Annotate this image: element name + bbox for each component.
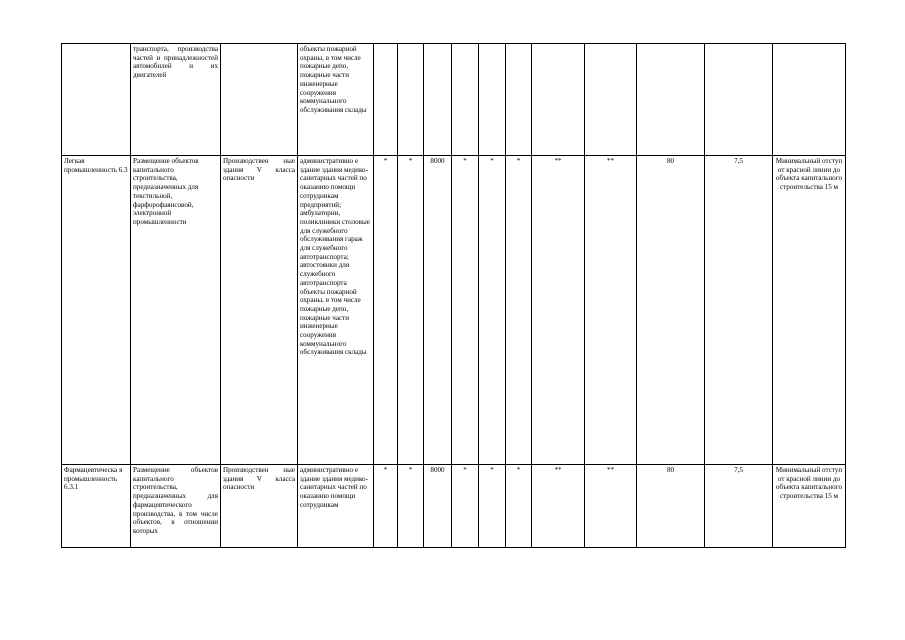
param-cell bbox=[374, 44, 398, 156]
row-class-cell: Производствен ные здания V класса опасности bbox=[221, 156, 298, 465]
row-name-cell: Фармацевтическа я промышленность 6.3.1 bbox=[62, 465, 131, 548]
param-cell: * bbox=[506, 156, 532, 465]
row-description-cell: транспорта, производства частей и принадлежностей автомобилей и их двигателей bbox=[131, 44, 221, 156]
param-cell bbox=[637, 44, 705, 156]
table-row bbox=[62, 44, 846, 156]
param-cell bbox=[506, 44, 532, 156]
param-cell bbox=[398, 44, 424, 156]
param-cell: 8000 bbox=[424, 465, 452, 548]
param-cell: * bbox=[452, 156, 479, 465]
param-cell: * bbox=[374, 465, 398, 548]
param-cell: * bbox=[398, 156, 424, 465]
row-note-cell bbox=[773, 44, 846, 156]
row-note-cell: Минимальный отступ от красной линии до объекта капитального строительства 15 м bbox=[773, 156, 846, 465]
param-cell: 8000 bbox=[424, 156, 452, 465]
param-cell: 80 bbox=[637, 156, 705, 465]
param-cell: ** bbox=[585, 156, 637, 465]
row-class-cell: Производствен ные здания V класса опасности bbox=[221, 465, 298, 548]
param-cell: 7,5 bbox=[705, 465, 773, 548]
row-description-cell: Размещение объектов капитального строительства, предназначенных для фармацевтического производства, в том числе объектов, в отношении которых bbox=[131, 465, 221, 548]
param-cell bbox=[532, 44, 585, 156]
param-cell: ** bbox=[532, 465, 585, 548]
param-cell bbox=[452, 44, 479, 156]
row-class-cell bbox=[221, 44, 298, 156]
param-cell: * bbox=[506, 465, 532, 548]
param-cell bbox=[585, 44, 637, 156]
param-cell bbox=[479, 44, 506, 156]
param-cell: * bbox=[479, 156, 506, 465]
row-name-cell bbox=[62, 44, 131, 156]
row-aux-use-cell: административно е здание здания медико-санитарных частей по оказанию помощи сотрудникам предприятий; амбулатории, поликлиники столовые для служебного обслуживания гараж для служебного автотранспорта; автостоянки для служебного автотранспорта объекты пожарной охраны, в том числе пожарные депо, пожарные части инженерные сооружения коммунального обслуживания склады bbox=[298, 156, 374, 465]
param-cell bbox=[424, 44, 452, 156]
param-cell: ** bbox=[532, 156, 585, 465]
row-name-cell: Легкая промышленность 6.3 bbox=[62, 156, 131, 465]
row-aux-use-cell: административно е здание здания медико-санитарных частей по оказанию помощи сотрудникам bbox=[298, 465, 374, 548]
param-cell bbox=[705, 44, 773, 156]
regulations-table bbox=[61, 43, 846, 548]
param-cell: * bbox=[374, 156, 398, 465]
table-row bbox=[62, 156, 846, 465]
table-row bbox=[62, 465, 846, 548]
param-cell: 80 bbox=[637, 465, 705, 548]
param-cell: 7,5 bbox=[705, 156, 773, 465]
row-aux-use-cell: объекты пожарной охраны, в том числе пожарные депо, пожарные части инженерные сооружения коммунального обслуживания склады bbox=[298, 44, 374, 156]
row-description-cell: Размещение объектов капитального строительства, предназначенных для текстильной, фарфорофаянсовой, электронной промышленности bbox=[131, 156, 221, 465]
param-cell: * bbox=[398, 465, 424, 548]
row-note-cell: Минимальный отступ от красной линии до объекта капитального строительства 15 м bbox=[773, 465, 846, 548]
param-cell: * bbox=[452, 465, 479, 548]
param-cell: ** bbox=[585, 465, 637, 548]
param-cell: * bbox=[479, 465, 506, 548]
